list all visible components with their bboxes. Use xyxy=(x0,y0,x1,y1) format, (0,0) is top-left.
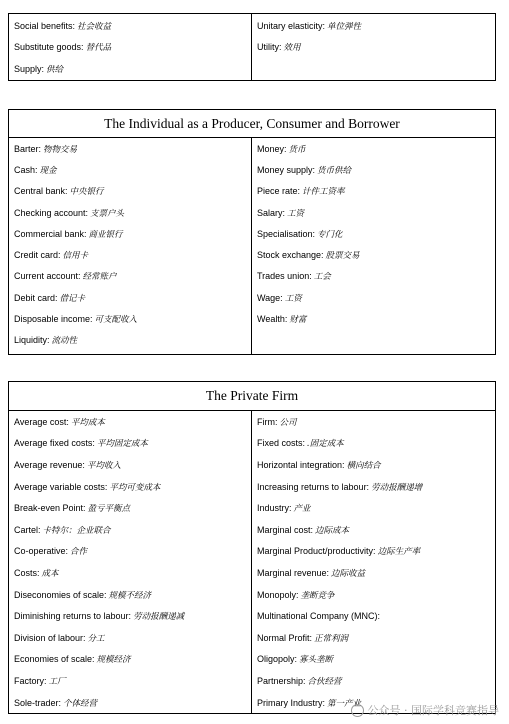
glossary-entry xyxy=(9,138,251,159)
glossary-entry xyxy=(9,497,251,519)
section-title: The Private Firm xyxy=(9,382,495,411)
term-chinese: 产业 xyxy=(293,504,311,515)
term-chinese: 物物交易 xyxy=(43,144,78,155)
term-english: Division of labour: xyxy=(14,632,86,643)
glossary-entry xyxy=(9,476,251,498)
term-chinese: 边际成本 xyxy=(315,525,350,536)
glossary-entry xyxy=(252,627,495,649)
term-chinese: 规模经济 xyxy=(96,655,131,666)
glossary-entry xyxy=(252,497,495,519)
glossary-entry xyxy=(9,58,251,80)
term-english: Multinational Company (MNC): xyxy=(257,611,381,622)
term-english: Partnership: xyxy=(257,675,306,686)
term-chinese: 规模不经济 xyxy=(108,590,152,601)
glossary-entry xyxy=(9,541,251,563)
term-english: Cash: xyxy=(14,164,38,175)
term-english: Piece rate: xyxy=(257,186,301,197)
column-left xyxy=(9,138,252,354)
term-chinese: 公司 xyxy=(279,417,297,428)
term-english: Increasing returns to labour: xyxy=(257,481,370,492)
term-chinese: .固定成本 xyxy=(307,439,344,450)
term-english: Industry: xyxy=(257,503,292,514)
glossary-entry xyxy=(252,37,495,59)
glossary-entry xyxy=(9,202,251,223)
term-chinese: 垄断竞争 xyxy=(300,590,335,601)
term-english: Liquidity: xyxy=(14,335,50,346)
glossary-entry xyxy=(9,330,251,351)
glossary-entry xyxy=(9,454,251,476)
glossary-entry xyxy=(252,138,495,159)
term-english: Barter: xyxy=(14,143,42,154)
term-chinese: 供给 xyxy=(46,64,64,75)
term-chinese: 工厂 xyxy=(48,676,66,687)
table-continued xyxy=(8,13,496,81)
term-chinese: 流动性 xyxy=(51,336,78,347)
glossary-entry xyxy=(252,287,495,308)
section-title: The Individual as a Producer, Consumer and Borrower xyxy=(9,110,495,138)
term-english: Stock exchange: xyxy=(257,250,324,261)
glossary-entry xyxy=(9,287,251,308)
term-english: Fixed costs: xyxy=(257,438,306,449)
term-english: Sole-trader: xyxy=(14,697,62,708)
glossary-entry xyxy=(9,181,251,202)
term-chinese: 平均可变成本 xyxy=(109,482,161,493)
term-english: Diseconomies of scale: xyxy=(14,589,107,600)
term-english: Firm: xyxy=(257,416,278,427)
term-chinese: 劳动报酬递增 xyxy=(371,482,423,493)
term-english: Utility: xyxy=(257,42,282,53)
term-english: Average cost: xyxy=(14,416,69,427)
glossary-entry xyxy=(252,181,495,202)
term-english: Horizontal integration: xyxy=(257,459,345,470)
term-chinese: 货币 xyxy=(288,144,306,155)
term-english: Credit card: xyxy=(14,250,61,261)
term-english: Monopoly: xyxy=(257,589,299,600)
glossary-entry xyxy=(252,519,495,541)
glossary-entry xyxy=(9,584,251,606)
term-english: Average fixed costs: xyxy=(14,438,95,449)
column-left xyxy=(9,14,252,80)
glossary-entry xyxy=(9,159,251,180)
term-chinese: 中央银行 xyxy=(69,187,104,198)
glossary-entry xyxy=(252,15,495,37)
glossary-entry xyxy=(9,692,251,714)
glossary-entry xyxy=(9,433,251,455)
column-right xyxy=(252,411,495,713)
term-english: Diminishing returns to labour: xyxy=(14,611,132,622)
glossary-entry xyxy=(252,202,495,223)
watermark xyxy=(351,702,500,718)
term-chinese: 股票交易 xyxy=(325,251,360,262)
glossary-entry xyxy=(252,454,495,476)
glossary-entry xyxy=(252,541,495,563)
term-english: Supply: xyxy=(14,63,45,74)
term-english: Marginal cost: xyxy=(257,524,314,535)
term-chinese: 支票户头 xyxy=(90,208,125,219)
term-english: Money supply: xyxy=(257,164,316,175)
column-right xyxy=(252,14,495,80)
term-english: Cartel: xyxy=(14,524,41,535)
glossary-entry xyxy=(9,308,251,329)
term-english: Co-operative: xyxy=(14,546,69,557)
term-english: Marginal Product/productivity: xyxy=(257,546,376,557)
glossary-entry xyxy=(252,244,495,265)
term-chinese: 经常账户 xyxy=(82,272,117,283)
term-chinese: 平均固定成本 xyxy=(96,439,148,450)
term-english: Factory: xyxy=(14,675,47,686)
glossary-entry xyxy=(252,670,495,692)
glossary-entry xyxy=(252,605,495,627)
term-english: Checking account: xyxy=(14,207,89,218)
term-chinese: 个体经营 xyxy=(63,698,98,709)
term-chinese: 边际生产率 xyxy=(377,547,421,558)
term-english: Wage: xyxy=(257,292,283,303)
term-chinese: 商业银行 xyxy=(88,229,123,240)
term-chinese: 正常利润 xyxy=(314,633,349,644)
glossary-entry xyxy=(9,223,251,244)
term-chinese: 合伙经营 xyxy=(307,676,342,687)
term-chinese: 财富 xyxy=(289,315,307,326)
term-english: Break-even Point: xyxy=(14,503,86,514)
glossary-entry xyxy=(252,308,495,329)
glossary-entry xyxy=(252,433,495,455)
term-chinese: 替代品 xyxy=(85,43,112,54)
glossary-entry xyxy=(252,649,495,671)
glossary-entry xyxy=(9,519,251,541)
term-english: Current account: xyxy=(14,271,81,282)
term-chinese: 第一产业 xyxy=(327,698,362,709)
term-english: Central bank: xyxy=(14,186,68,197)
term-english: Economies of scale: xyxy=(14,654,95,665)
glossary-entry xyxy=(9,15,251,37)
term-english: Money: xyxy=(257,143,287,154)
term-english: Commercial bank: xyxy=(14,228,87,239)
glossary-entry xyxy=(9,411,251,433)
term-chinese: 社会收益 xyxy=(77,21,112,32)
glossary-entry xyxy=(252,476,495,498)
glossary-entry xyxy=(9,670,251,692)
term-chinese: 专门化 xyxy=(317,229,343,240)
glossary-entry xyxy=(9,605,251,627)
table-individual xyxy=(8,109,496,355)
term-english: Costs: xyxy=(14,567,40,578)
glossary-entry xyxy=(252,159,495,180)
term-english: Primary Industry: xyxy=(257,697,326,708)
term-chinese: 单位弹性 xyxy=(327,21,362,32)
term-english: Oligopoly: xyxy=(257,654,298,665)
glossary-entry xyxy=(252,562,495,584)
glossary-entry xyxy=(9,562,251,584)
term-chinese: 合作 xyxy=(70,547,88,558)
term-chinese: 借记卡 xyxy=(59,293,86,304)
term-chinese: 可支配收入 xyxy=(94,315,138,326)
term-chinese: 边际收益 xyxy=(331,568,366,579)
term-english: Normal Profit: xyxy=(257,632,313,643)
term-chinese: 卡特尔：企业联合 xyxy=(42,525,111,536)
table-private-firm xyxy=(8,381,496,714)
term-chinese: 计件工资率 xyxy=(302,187,345,198)
term-english: Unitary elasticity: xyxy=(257,20,326,31)
term-english: Disposable income: xyxy=(14,314,93,325)
glossary-entry xyxy=(9,244,251,265)
term-chinese: 劳动报酬递减 xyxy=(133,612,185,623)
term-chinese: 现金 xyxy=(39,165,57,176)
glossary-entry xyxy=(9,627,251,649)
term-english: Trades union: xyxy=(257,271,312,282)
term-chinese: 信用卡 xyxy=(62,251,89,262)
term-chinese: 工会 xyxy=(313,272,331,283)
term-chinese: 平均成本 xyxy=(70,417,105,428)
glossary-entry xyxy=(9,266,251,287)
glossary-entry xyxy=(252,411,495,433)
glossary-entry xyxy=(252,223,495,244)
glossary-entry xyxy=(9,649,251,671)
term-chinese: 货币供给 xyxy=(317,165,352,176)
term-english: Debit card: xyxy=(14,292,58,303)
term-chinese: 横向结合 xyxy=(346,460,381,471)
term-english: Marginal revenue: xyxy=(257,567,330,578)
term-chinese: 成本 xyxy=(41,568,59,579)
term-chinese: 工资 xyxy=(284,293,302,304)
wechat-icon xyxy=(351,704,364,717)
term-english: Substitute goods: xyxy=(14,42,84,53)
term-chinese: 效用 xyxy=(283,43,301,54)
term-chinese: 盈亏平衡点 xyxy=(87,504,131,515)
term-chinese: 平均收入 xyxy=(86,460,121,471)
term-chinese: 分工 xyxy=(87,633,105,644)
glossary-entry xyxy=(252,266,495,287)
term-english: Wealth: xyxy=(257,314,288,325)
glossary-entry xyxy=(252,584,495,606)
column-right xyxy=(252,138,495,354)
watermark-text: 公众号 · 国际学科竞赛指导 xyxy=(367,704,499,717)
term-english: Average revenue: xyxy=(14,459,85,470)
term-chinese: 工资 xyxy=(287,208,305,219)
column-left xyxy=(9,411,252,713)
term-english: Social benefits: xyxy=(14,20,76,31)
term-english: Specialisation: xyxy=(257,228,316,239)
term-english: Salary: xyxy=(257,207,286,218)
term-english: Average variable costs: xyxy=(14,481,108,492)
term-chinese: 寡头垄断 xyxy=(299,655,334,666)
glossary-entry xyxy=(9,37,251,59)
